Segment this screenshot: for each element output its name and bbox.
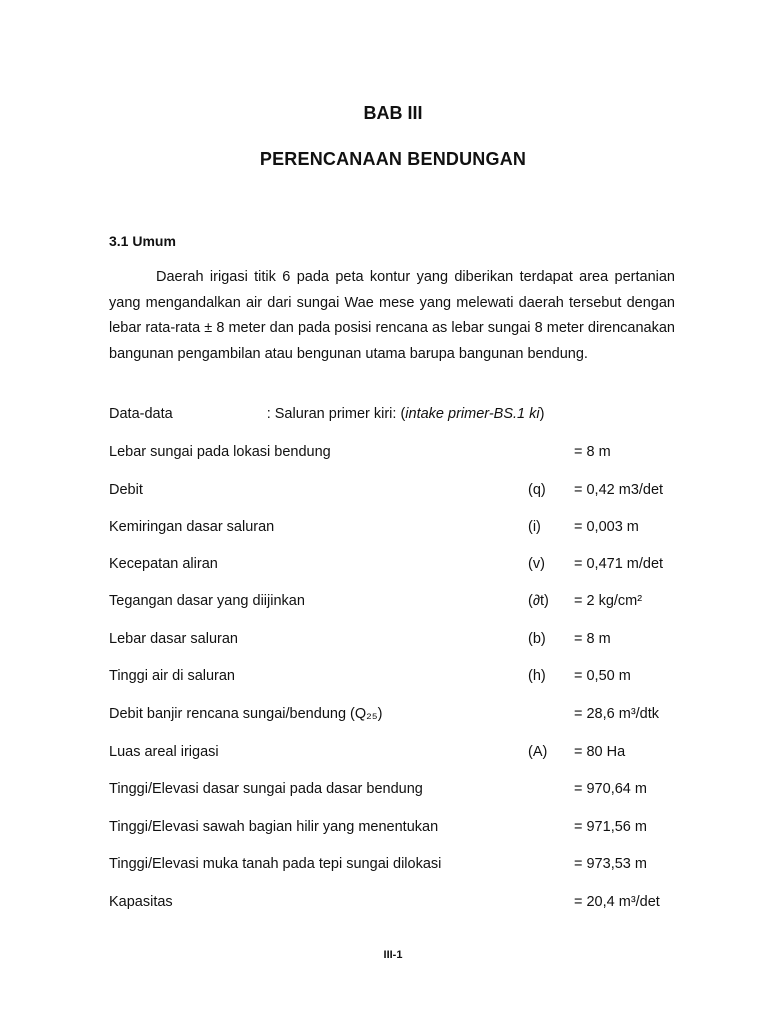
data-row — [0, 706, 768, 726]
data-intro-prefix: : Saluran primer kiri: ( — [266, 406, 406, 422]
data-intro-label: Data-data — [109, 406, 173, 422]
row-label: Luas areal irigasi — [109, 744, 219, 760]
data-row — [0, 556, 768, 576]
row-value: = 970,64 m — [574, 781, 647, 797]
section-heading: 3.1 Umum — [109, 233, 176, 249]
row-label: Kapasitas — [109, 894, 173, 910]
data-row — [0, 781, 768, 801]
row-label: Debit banjir rencana sungai/bendung (Q₂₅) — [109, 706, 383, 722]
row-value: = 0,471 m/det — [574, 556, 664, 572]
data-intro-suffix: ) — [539, 406, 545, 422]
row-value: = 0,003 m — [574, 519, 639, 535]
chapter-heading: BAB III — [363, 103, 423, 123]
row-label: Lebar dasar saluran — [109, 631, 238, 647]
row-label: Kemiringan dasar saluran — [109, 519, 275, 535]
row-label: Debit — [109, 482, 143, 498]
row-value: = 20,4 m³/det — [574, 894, 660, 910]
row-value: = 0,42 m3/det — [574, 482, 664, 498]
row-label: Tegangan dasar yang diijinkan — [109, 593, 305, 609]
chapter-title: PERENCANAAN BENDUNGAN — [259, 149, 527, 169]
data-row — [0, 631, 768, 651]
row-value: = 0,50 m — [574, 668, 631, 684]
row-symbol: (h) — [528, 668, 546, 684]
data-row — [0, 744, 768, 764]
data-intro-line — [109, 406, 544, 422]
row-value: = 973,53 m — [574, 856, 647, 872]
row-label: Tinggi/Elevasi dasar sungai pada dasar bendung — [109, 781, 423, 797]
data-row — [0, 894, 768, 914]
row-symbol: (q) — [528, 482, 546, 498]
data-row — [0, 519, 768, 539]
row-label: Kecepatan aliran — [109, 556, 218, 572]
row-label: Tinggi/Elevasi sawah bagian hilir yang menentukan — [109, 819, 439, 835]
intro-paragraph: Daerah irigasi titik 6 pada peta kontur yang diberikan terdapat area pertanian yang mengandalkan air dari sungai Wae mese yang melewati daerah tersebut dengan lebar rata-rata ± 8 meter dan pada posisi rencana as lebar sungai 8 meter direncanakan bangunan pengambilan atau bengunan utama barupa bangunan bendung. — [109, 269, 675, 362]
row-symbol: (v) — [528, 556, 545, 572]
row-label: Lebar sungai pada lokasi bendung — [109, 444, 331, 460]
row-value: = 8 m — [574, 631, 611, 647]
data-row — [0, 819, 768, 839]
row-value: = 971,56 m — [574, 819, 647, 835]
data-row — [0, 444, 768, 464]
data-row — [0, 482, 768, 502]
data-row — [0, 856, 768, 876]
row-symbol: (b) — [528, 631, 546, 647]
row-symbol: (∂t) — [528, 593, 549, 609]
row-label: Tinggi air di saluran — [109, 668, 235, 684]
row-value: = 8 m — [574, 444, 611, 460]
data-intro-italic: intake primer-BS.1 ki — [405, 406, 540, 422]
row-value: = 2 kg/cm² — [574, 593, 643, 609]
data-row — [0, 593, 768, 613]
row-value: = 28,6 m³/dtk — [574, 706, 660, 722]
row-value: = 80 Ha — [574, 744, 626, 760]
row-label: Tinggi/Elevasi muka tanah pada tepi sungai dilokasi — [109, 856, 442, 872]
row-symbol: (A) — [528, 744, 548, 760]
data-row — [0, 668, 768, 688]
page-number: III-1 — [383, 949, 403, 961]
row-symbol: (i) — [528, 519, 541, 535]
